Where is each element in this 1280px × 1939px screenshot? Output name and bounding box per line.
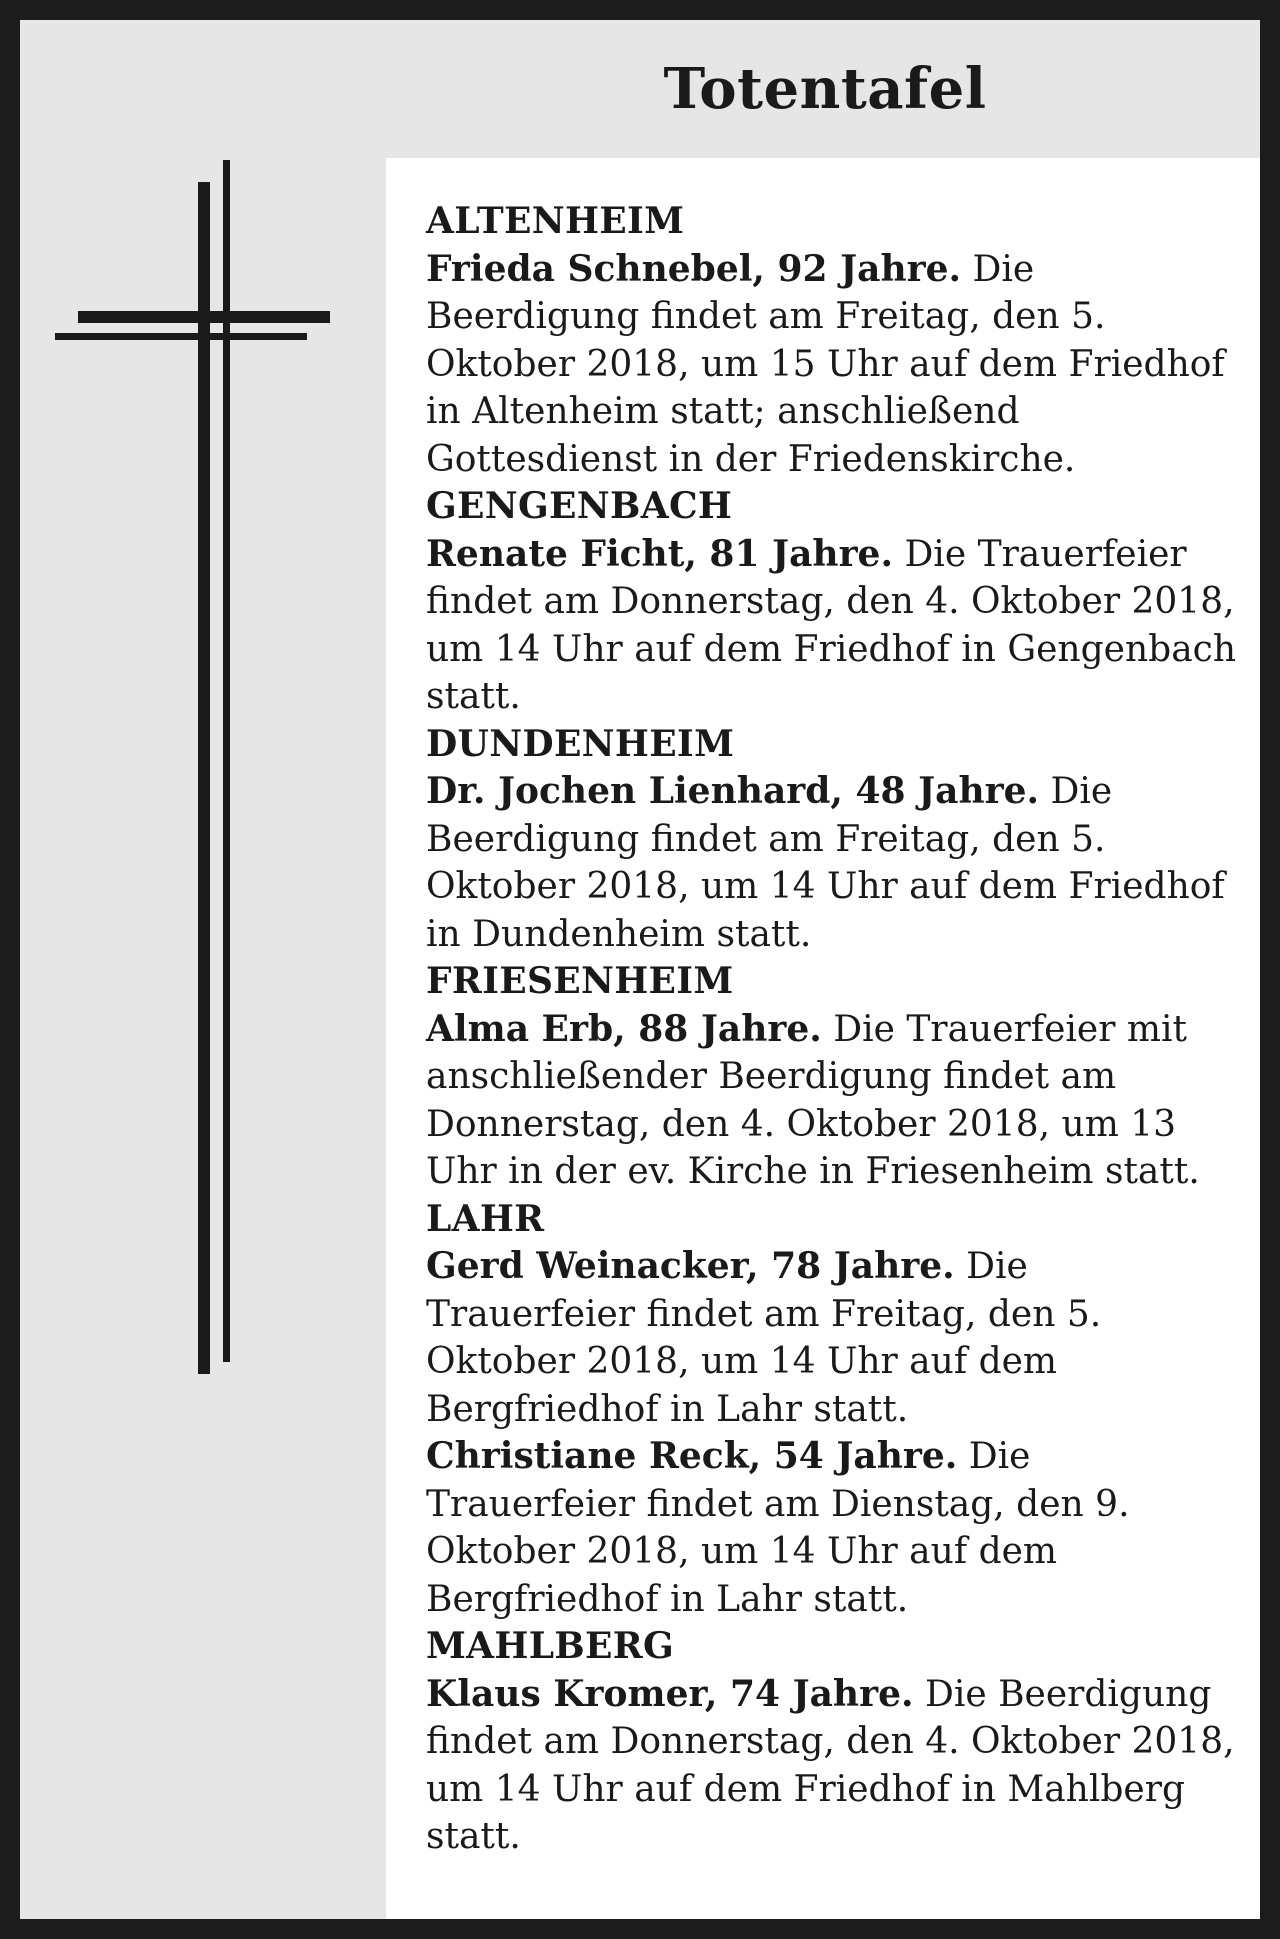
cross-vertical-bar-front bbox=[198, 182, 210, 1374]
ceremony-details: Die Trauerfeier findet am Donnerstag, den 4. Oktober 2018, um 14 Uhr auf dem Friedhof in Gengenbach statt. bbox=[426, 533, 1236, 717]
ceremony-details: Die Beerdigung findet am Donnerstag, den 4. Oktober 2018, um 14 Uhr auf dem Friedhof in Mahlberg statt. bbox=[426, 1673, 1235, 1857]
ceremony-details: Die Trauerfeier findet am Freitag, den 5. Oktober 2018, um 14 Uhr auf dem Bergfriedhof in Lahr statt. bbox=[426, 1246, 1102, 1430]
cross-vertical-bar-back bbox=[223, 160, 230, 1362]
deceased-name: Gerd Weinacker, 78 Jahre. bbox=[426, 1245, 955, 1287]
place-heading: DUNDENHEIM bbox=[426, 722, 735, 765]
place-heading: GENGENBACH bbox=[426, 485, 733, 527]
cross-horizontal-bar-bottom bbox=[55, 333, 307, 340]
deceased-name: Renate Ficht, 81 Jahre. bbox=[426, 532, 893, 575]
obituary-panel bbox=[386, 158, 1260, 1919]
deceased-name: Frieda Schnebel, 92 Jahre. bbox=[426, 247, 962, 290]
obituary-list bbox=[426, 198, 1236, 1861]
ceremony-details: Die Beerdigung findet am Freitag, den 5. Oktober 2018, um 15 Uhr auf dem Friedhof in Altenheim statt; anschließend Gottesdienst in der Friedenskirche. bbox=[426, 248, 1225, 480]
obituary-entry bbox=[426, 768, 1236, 958]
cross-horizontal-bar-top bbox=[78, 311, 330, 323]
place-heading: ALTENHEIM bbox=[426, 200, 685, 242]
obituary-entry bbox=[426, 246, 1236, 484]
deceased-name: Dr. Jochen Lienhard, 48 Jahre. bbox=[426, 770, 1040, 812]
deceased-name: Christiane Reck, 54 Jahre. bbox=[426, 1435, 958, 1477]
ceremony-details: Die Trauerfeier findet am Dienstag, den 9. Oktober 2018, um 14 Uhr auf dem Bergfriedhof in Lahr statt. bbox=[426, 1436, 1130, 1620]
obituary-entry bbox=[426, 1671, 1236, 1861]
place-heading: FRIESENHEIM bbox=[426, 960, 734, 1002]
page-title: Totentafel bbox=[663, 56, 987, 122]
ceremony-details: Die Beerdigung findet am Freitag, den 5. Oktober 2018, um 14 Uhr auf dem Friedhof in Dundenheim statt. bbox=[426, 771, 1225, 955]
place-heading: LAHR bbox=[426, 1197, 545, 1240]
obituary-entry bbox=[426, 1433, 1236, 1623]
deceased-name: Alma Erb, 88 Jahre. bbox=[426, 1007, 822, 1050]
obituary-board bbox=[20, 20, 1260, 1919]
place-heading: MAHLBERG bbox=[426, 1625, 675, 1667]
obituary-entry bbox=[426, 1243, 1236, 1433]
deceased-name: Klaus Kromer, 74 Jahre. bbox=[426, 1672, 914, 1715]
obituary-entry bbox=[426, 531, 1236, 721]
ceremony-details: Die Trauerfeier mit anschließender Beerdigung findet am Donnerstag, den 4. Oktober 2018, um 13 Uhr in der ev. Kirche in Friesenheim statt. bbox=[426, 1008, 1200, 1192]
obituary-entry bbox=[426, 1006, 1236, 1196]
